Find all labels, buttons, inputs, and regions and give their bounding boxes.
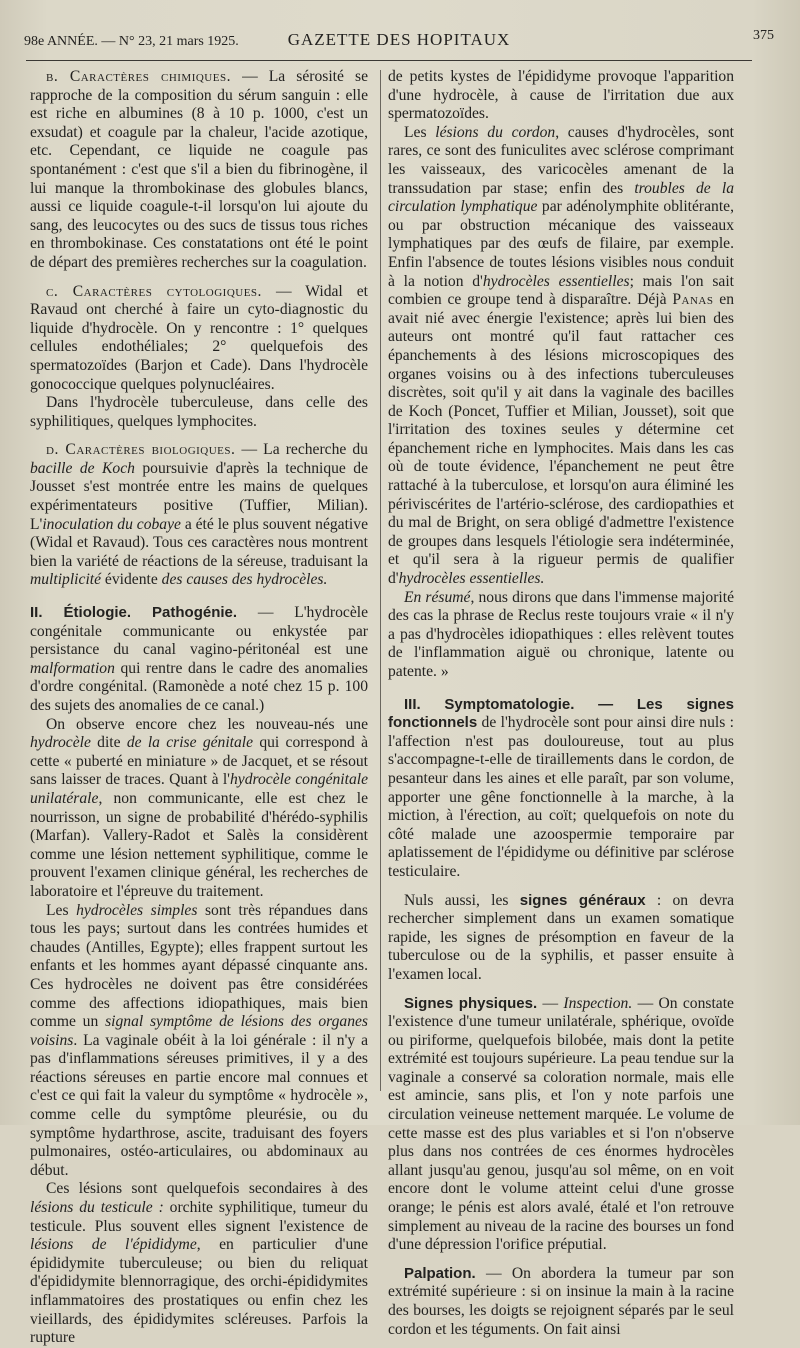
paragraph-symptomatology: III. Symptomatologie. — Les signes fonctionnels de l'hydrocèle sont pour ainsi dire nuls : l'affection n'est pas douloureuse, tout au plus s'accompagne-t-elle de tiraillements dans le cordon, de pesanteur dans les aines et elle paraît, par son volume, apporter une gêne fonctionnelle à la marche, à la miction, à l'érection, au coït; quelquefois on note du côté malade une azoospermie temporaire par aplatissement de l'épididyme ou définitive par sclérose testiculaire. [388,695,734,880]
section-heading: III. Symptomatologie. [404,695,575,713]
column-divider [380,70,381,1091]
header-rule [26,60,752,61]
paragraph-chemical: b. Caractères chimiques. — La sérosité se rapproche de la composition du sérum sanguin : elle est riche en albumines (8 à 10 p. 1000, c'est un exsudat) et coagule par la chaleur, l'acide azotique, etc. Cependant, ce liquide ne coagule pas spontanément : c'est que s'il a bien du fibrinogène, il lui manque la thrombokinase des globules blancs, aussi ce liquide coagule-t-il lorsqu'on lui ajoute du sang, des leucocytes ou des sucs de tissus tous riches en thrombokinase. Ces constatations ont été le point de départ des premières recherches sur la coagulation. [30,68,368,271]
journal-title: GAZETTE DES HOPITAUX [287,30,511,49]
paragraph-etiology: II. Étiologie. Pathogénie. — L'hydrocèle congénitale communicante ou enkystée par persistance du canal vagino-péritonéal est une malformation qui rentre dans le cadre des anomalies d'ordre congénital. (Ramonède a noté chez 15 p. 100 des sujets des anomalies de ce canal.) [30,604,368,714]
paragraph-cord-lesions: Les lésions du cordon, causes d'hydrocèles, sont rares, ce sont des funiculites avec sclérose comprimant les vaisseaux, des varicocèles amenant de la transsudation par stase; enfin des troubles de la circulation lymphatique par adénolymphite oblitérante, ou par obstruction mécanique des vaisseaux lymphatiques par des œufs de filaire, par exemple. Enfin l'absence de toutes lésions visibles nous conduit à la notion d'hydrocèles essentielles; mais l'on sait combien ce groupe tend à disparaître. Déjà Panas en avait nié avec énergie l'existence; après lui bien des auteurs ont montré qu'il faut rattacher ces épanchements à des lésions microscopiques des organes voisins ou à des infections tuberculeuses discrètes, soit qu'il y ait dans la vaginale des bacilles de Koch (Poncet, Tuffier et Milian, Jousset), soit que l'irritation des toxines seules y détermine cet épanchement riche en lymphocites. Mais dans les cas où de toute évidence, l'épanchement ne peut être rattaché à la tuberculose, et lorsqu'on aura éliminé les périviscérites de l'artério-sclérose, des cardiopathies et du mal de Bright, on sera obligé d'admettre l'existence de groupes dans lesquels l'étiologie sera indéterminée, et qu'il sera à la rigueur permis de qualifier d'hydrocèles essentielles. [388,123,735,588]
paragraph-palpation: Palpation. — On abordera la tumeur par son extrémité supérieure : si on insinue la main à la racine des bourses, les doigts se rejoignent séparés par le seul cordon et les téguments. On fait ainsi [388,1264,734,1338]
paragraph-biological: d. Caractères biologiques. — La recherche du bacille de Koch poursuivie d'après la technique de Jousset s'est montrée entre les mains de quelques expérimentateurs positive (Tuffier, Milian). L'inoculation du cobaye a été le plus souvent négative (Widal et Ravaud). Tous ces caractères nous montrent bien la variété de réactions de la séreuse, traduisant la multiplicité évidente des causes des hydrocèles. [30,441,369,589]
subsection-heading: Palpation. [404,1264,476,1282]
paragraph-summary: En résumé, nous dirons que dans l'immense majorité des cas la phrase de Reclus reste toujours vraie « il n'y a pas d'hydrocèles idiopathiques : elles relèvent toutes de l'inflammation aiguë ou chronique, latente ou patente. » [388,588,735,680]
paragraph-physical-signs: Signes physiques. — Inspection. — On constate l'existence d'une tumeur unilatérale, sphérique, ovoïde ou piriforme, quelquefois bilobée, mais dont la petite extrémité est toujours supérieure. La peau tendue sur la vaginale a conservé sa coloration normale, mais elle est amincie, sans plis, et l'on y note parfois une circulation veineuse nettement marquée. Le volume de cette masse est des plus variables et si l'on n'observe plus dans nos contrées de ces énormes hydrocèles allant jusqu'au genou, jusqu'au sol même, on en voit encore dont le volume atteint celui d'une grosse orange; le pénis est alors avalé, étalé et l'on retrouve simplement au niveau de la racine des bourses un fond d'une dépression l'orifice préputial. [388,994,734,1254]
section-heading: II. Étiologie. Pathogénie. [30,604,238,622]
section-lead: c. Caractères cytologiques. [46,282,262,300]
paragraph-simple-hydroceles: Les hydrocèles simples sont très répandues dans tous les pays; surtout dans les contrées humides et chaudes (Antilles, Egypte); elles frappent surtout les enfants et les hommes ayant dépassé cinquante ans. Ces hydrocèles ne doivent pas être considérées comme des affections idiopathiques, mais bien comme un signal symptôme de lésions des organes voisins. La vaginale obéit à la loi générale : il n'y a pas d'inflammations séreuses primitives, il y a des réactions séreuses en partie encore mal connues et c'est ce qui fait la valeur du symptôme « hydrocèle », comme celle du symptôme pleurésie, ou du symptôme hydarthrose, ascite, traduisant des foyers pulmonaires, ostéo-articulaires, ou abdominaux au début. [30,901,368,1179]
paragraph-secondary-lesions: Ces lésions sont quelquefois secondaires à des lésions du testicule : orchite syphilitique, tumeur du testicule. Plus souvent elles signent l'existence de lésions de l'épididyme, en particulier d'une épididymite tuberculeuse; ou bien du reliquat d'épididymite blennorragique, des orchi-épididymites inflammatoires des prostatiques ou enfin chez les vieillards, des épididymites scléreuses. Parfois la rupture [30,1180,368,1347]
paragraph-continuation: de petits kystes de l'épididyme provoque l'apparition d'une hydrocèle, à cause de l'irritation due aux spermatozoïdes. [388,68,734,123]
paragraph-general-signs: Nuls aussi, les signes généraux : on devra rechercher simplement dans un examen somatique rapide, les signes de présomption en faveur de la tuberculose ou de la syphilis, et passer ensuite à l'examen local. [388,891,734,983]
page-number: 375 [753,28,774,43]
right-column [388,68,734,1339]
subsection-heading: Signes physiques. [404,994,538,1012]
page-header [24,26,774,54]
paragraph-tuberculous: Dans l'hydrocèle tuberculeuse, dans celle des syphilitiques, quelques lymphocites. [30,394,368,430]
issue-info: 98e ANNÉE. — N° 23, 21 mars 1925. [24,34,239,49]
section-lead: b. Caractères chimiques. [46,68,231,85]
left-column [30,68,368,1348]
section-lead: d. Caractères biologiques. [46,441,236,459]
paragraph-cytological: c. Caractères cytologiques. — Widal et Ravaud ont cherché à faire un cyto-diagnostic du liquide d'hydrocèle. On y rencontre : 1° quelques cellules endothéliales; 2° quelquefois des spermatozoïdes (Barjon et Cade). Dans l'hydrocèle gonococcique quelques polynucléaires. [30,282,368,393]
paragraph-newborn: On observe encore chez les nouveau-nés une hydrocèle dite de la crise génitale qui correspond à cette « puberté en miniature » de Jacquet, et se résout sans laisser de traces. Quant à l'hydrocèle congénitale unilatérale, non communicante, elle est chez le nourrisson, un signe de probabilité d'hérédo-syphilis (Marfan). Vallery-Radot et Salès la considèrent comme une lésion nettement syphilitique, comme le prouvent l'examen clinique général, les recherches de laboratoire et l'épreuve du traitement. [30,715,369,900]
